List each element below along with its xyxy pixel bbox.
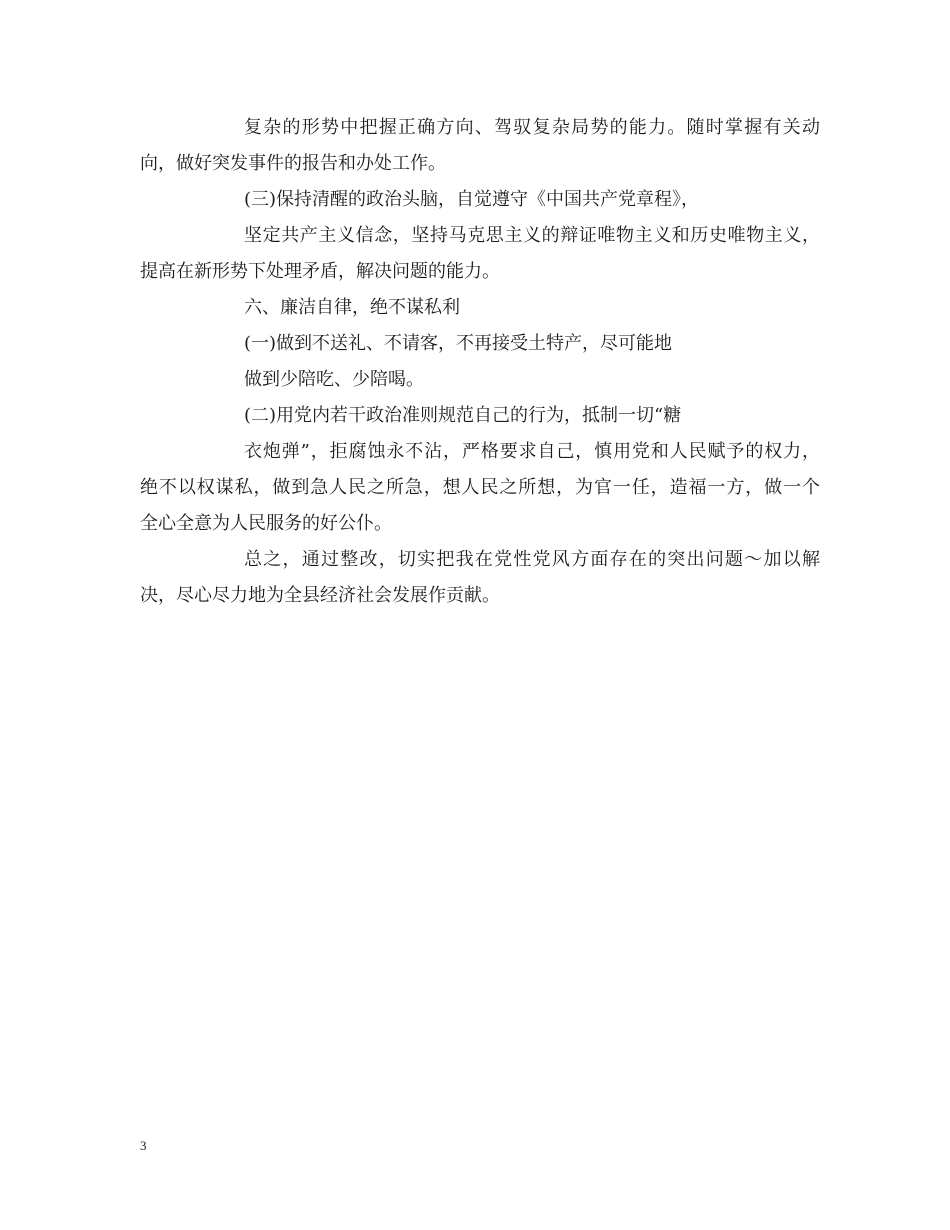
paragraph-line: 做到少陪吃、少陪喝。 xyxy=(244,369,424,390)
page-number: 3 xyxy=(140,1138,147,1153)
section-heading: 六、廉洁自律，绝不谋私利 xyxy=(244,297,460,318)
paragraph-line: 提高在新形势下处理矛盾，解决问题的能力。 xyxy=(140,261,500,282)
paragraph-line: 全心全意为人民服务的好公仆。 xyxy=(140,513,392,534)
paragraph-line: 向，做好突发事件的报告和办处工作。 xyxy=(140,153,446,174)
paragraph-line: (二)用党内若干政治准则规范自己的行为，抵制一切“糖 xyxy=(244,405,682,426)
paragraph-line: (三)保持清醒的政治头脑，自觉遵守《中国共产党章程》， xyxy=(244,189,700,210)
paragraph-line: 衣炮弹”，拒腐蚀永不沾，严格要求自己，慎用党和人民赋予的权力， xyxy=(244,441,820,462)
paragraph-line: 坚定共产主义信念，坚持马克思主义的辩证唯物主义和历史唯物主义， xyxy=(244,225,820,246)
paragraph-line: 总之，通过整改，切实把我在党性党风方面存在的突出问题～加以解 xyxy=(244,549,820,570)
paragraph-line: 决，尽心尽力地为全县经济社会发展作贡献。 xyxy=(140,585,500,606)
paragraph-line: (一)做到不送礼、不请客，不再接受土特产，尽可能地 xyxy=(244,333,673,354)
paragraph-line: 复杂的形势中把握正确方向、驾驭复杂局势的能力。随时掌握有关动 xyxy=(244,117,820,138)
paragraph-line: 绝不以权谋私，做到急人民之所急，想人民之所想，为官一任，造福一方，做一个 xyxy=(140,477,820,498)
